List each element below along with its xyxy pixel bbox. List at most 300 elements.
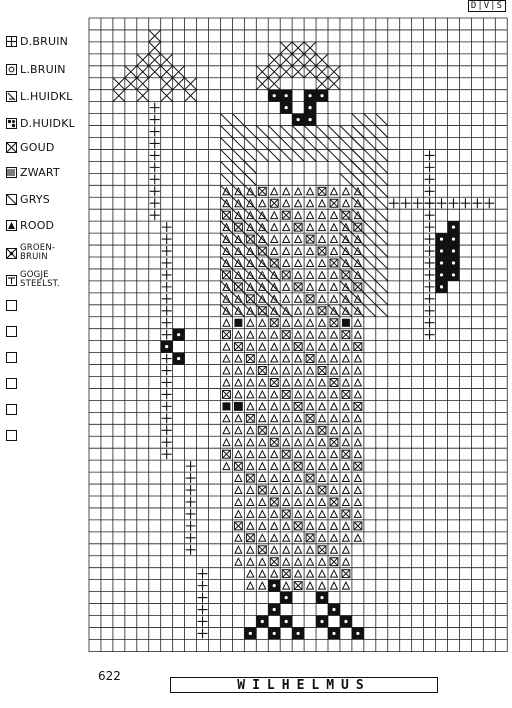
red-stitch [295, 487, 302, 494]
grey-stitch [244, 161, 256, 173]
grey-stitch [244, 138, 256, 150]
red-stitch [271, 403, 278, 410]
dark-brown-stitch [150, 103, 160, 113]
red-stitch [283, 582, 290, 589]
grey-stitch [220, 138, 232, 150]
red-stitch [283, 200, 290, 207]
legend-item-12 [6, 348, 20, 366]
red-stitch [283, 224, 290, 231]
dark-brown-stitch [425, 318, 435, 328]
red-stitch [319, 343, 326, 350]
red-stitch [307, 271, 314, 278]
grey-stitch [292, 149, 304, 161]
red-stitch [342, 367, 349, 374]
black-stitch [222, 402, 230, 410]
red-stitch [259, 522, 266, 529]
dark-brown-stitch [186, 545, 196, 555]
red-stitch [319, 582, 326, 589]
dark-brown-stitch [162, 282, 172, 292]
grey-stitch [376, 114, 388, 126]
red-stitch [307, 391, 314, 398]
red-stitch [247, 451, 254, 458]
red-stitch [247, 331, 254, 338]
red-stitch [354, 534, 361, 541]
dark-brown-stitch [425, 330, 435, 340]
red-stitch [295, 391, 302, 398]
grey-stitch [364, 221, 376, 233]
grey-stitch [364, 149, 376, 161]
red-stitch [283, 283, 290, 290]
red-stitch [271, 343, 278, 350]
red-stitch [283, 534, 290, 541]
red-stitch [295, 558, 302, 565]
red-stitch [342, 188, 349, 195]
dark-brown-stitch [425, 198, 435, 208]
red-stitch [259, 331, 266, 338]
grey-stitch [364, 185, 376, 197]
red-stitch [283, 379, 290, 386]
grey-stitch [376, 126, 388, 138]
dark-brown-stitch [186, 509, 196, 519]
red-stitch [354, 510, 361, 517]
dark-brown-stitch [413, 198, 423, 208]
red-stitch [307, 248, 314, 255]
red-stitch [331, 427, 338, 434]
legend-item-3 [6, 114, 75, 132]
red-stitch [283, 343, 290, 350]
dark-brown-stitch [150, 210, 160, 220]
grey-stitch [376, 221, 388, 233]
dark-brown-stitch [162, 294, 172, 304]
grey-stitch [364, 233, 376, 245]
red-stitch [235, 499, 242, 506]
red-stitch [295, 570, 302, 577]
red-stitch [235, 487, 242, 494]
red-stitch [295, 499, 302, 506]
red-stitch [247, 463, 254, 470]
dark-brown-stitch [186, 497, 196, 507]
red-stitch [307, 558, 314, 565]
legend-item-10 [6, 296, 20, 314]
red-stitch [295, 248, 302, 255]
empty-box-icon [6, 300, 17, 311]
red-stitch [235, 546, 242, 553]
red-stitch [342, 355, 349, 362]
x-dot-box-icon [6, 248, 17, 259]
red-stitch [259, 439, 266, 446]
red-stitch [307, 200, 314, 207]
legend-item-1 [6, 60, 66, 78]
red-stitch [331, 391, 338, 398]
red-stitch [283, 546, 290, 553]
red-stitch [307, 546, 314, 553]
red-stitch [307, 331, 314, 338]
red-stitch [354, 487, 361, 494]
red-stitch [295, 355, 302, 362]
dark-brown-stitch [425, 210, 435, 220]
empty-box-icon [6, 352, 17, 363]
red-stitch [247, 319, 254, 326]
grey-stitch [328, 149, 340, 161]
red-stitch [331, 212, 338, 219]
red-stitch [342, 487, 349, 494]
red-stitch [295, 212, 302, 219]
red-stitch [223, 343, 230, 350]
grey-stitch [220, 126, 232, 138]
red-stitch [235, 534, 242, 541]
dark-brown-stitch [198, 581, 208, 591]
red-stitch [319, 212, 326, 219]
legend-item-9 [6, 268, 60, 292]
red-stitch [331, 188, 338, 195]
dark-brown-stitch [162, 246, 172, 256]
red-stitch [247, 487, 254, 494]
red-stitch [295, 475, 302, 482]
dark-brown-stitch [162, 449, 172, 459]
legend-item-15 [6, 426, 20, 444]
red-stitch [331, 451, 338, 458]
red-stitch [235, 510, 242, 517]
dark-brown-stitch [401, 198, 411, 208]
empty-box-icon [6, 404, 17, 415]
grey-stitch [364, 138, 376, 150]
red-stitch [331, 355, 338, 362]
dark-brown-stitch [150, 186, 160, 196]
red-stitch [259, 355, 266, 362]
red-stitch [342, 439, 349, 446]
dark-brown-stitch [425, 246, 435, 256]
red-stitch [295, 439, 302, 446]
red-stitch [319, 570, 326, 577]
grey-stitch [232, 161, 244, 173]
grey-stitch [244, 149, 256, 161]
grey-stitch [376, 269, 388, 281]
red-stitch [307, 499, 314, 506]
grey-stitch [376, 197, 388, 209]
red-stitch [331, 487, 338, 494]
red-stitch [354, 379, 361, 386]
legend-label: GRYS [20, 192, 50, 206]
red-stitch [283, 355, 290, 362]
red-stitch [319, 260, 326, 267]
red-stitch [295, 427, 302, 434]
red-stitch [235, 367, 242, 374]
dark-brown-stitch [425, 186, 435, 196]
grey-stitch [376, 138, 388, 150]
red-stitch [307, 451, 314, 458]
red-stitch [319, 415, 326, 422]
dark-brown-stitch [198, 593, 208, 603]
red-stitch [354, 367, 361, 374]
red-stitch [319, 391, 326, 398]
red-stitch [331, 248, 338, 255]
red-stitch [307, 522, 314, 529]
red-stitch [259, 200, 266, 207]
grey-stitch [292, 138, 304, 150]
red-stitch [247, 391, 254, 398]
red-stitch [319, 451, 326, 458]
red-stitch [307, 427, 314, 434]
red-stitch [354, 391, 361, 398]
red-stitch [247, 582, 254, 589]
red-stitch [342, 475, 349, 482]
red-stitch [271, 212, 278, 219]
dark-brown-stitch [425, 174, 435, 184]
dark-brown-stitch [425, 270, 435, 280]
grey-stitch [364, 269, 376, 281]
grey-stitch [280, 138, 292, 150]
dark-brown-stitch [162, 318, 172, 328]
red-stitch [283, 295, 290, 302]
legend-item-4 [6, 138, 55, 156]
red-stitch [259, 391, 266, 398]
red-stitch [283, 522, 290, 529]
red-stitch [319, 403, 326, 410]
red-stitch [319, 510, 326, 517]
black-stitch [342, 319, 350, 327]
red-stitch [319, 475, 326, 482]
red-stitch [354, 499, 361, 506]
red-stitch [295, 451, 302, 458]
red-stitch [235, 558, 242, 565]
grey-stitch [352, 114, 364, 126]
grey-stitch [352, 126, 364, 138]
empty-box-icon [6, 430, 17, 441]
red-stitch [247, 558, 254, 565]
red-stitch [342, 582, 349, 589]
red-stitch [283, 367, 290, 374]
red-stitch [331, 582, 338, 589]
grey-stitch [232, 138, 244, 150]
red-stitch [247, 427, 254, 434]
red-stitch [342, 463, 349, 470]
legend-label: GOGJE STEELST. [20, 270, 60, 289]
red-stitch [307, 403, 314, 410]
red-stitch [307, 260, 314, 267]
red-stitch [307, 188, 314, 195]
red-stitch [331, 475, 338, 482]
grey-stitch [352, 161, 364, 173]
grey-stitch [376, 293, 388, 305]
dark-brown-stitch [186, 521, 196, 531]
red-stitch [235, 451, 242, 458]
red-stitch [295, 534, 302, 541]
grey-stitch [220, 161, 232, 173]
t-box-icon [6, 275, 17, 286]
red-stitch [271, 487, 278, 494]
red-stitch [235, 427, 242, 434]
dark-brown-stitch [162, 366, 172, 376]
red-stitch [247, 403, 254, 410]
red-stitch [271, 367, 278, 374]
legend-item-14 [6, 400, 20, 418]
grey-stitch [376, 185, 388, 197]
red-stitch [271, 427, 278, 434]
dark-brown-stitch [198, 605, 208, 615]
red-stitch [223, 415, 230, 422]
dark-brown-stitch [150, 162, 160, 172]
red-stitch [342, 522, 349, 529]
red-stitch [235, 439, 242, 446]
red-stitch [283, 463, 290, 470]
legend-item-2 [6, 87, 73, 105]
dark-brown-stitch [186, 485, 196, 495]
red-stitch [331, 295, 338, 302]
red-stitch [247, 546, 254, 553]
dark-brown-stitch [162, 425, 172, 435]
red-stitch [247, 343, 254, 350]
red-stitch [342, 415, 349, 422]
dark-brown-stitch [162, 413, 172, 423]
red-stitch [319, 283, 326, 290]
red-stitch [331, 403, 338, 410]
dark-brown-stitch [472, 198, 482, 208]
red-stitch [307, 343, 314, 350]
grey-stitch [280, 149, 292, 161]
red-stitch [307, 212, 314, 219]
grey-stitch [220, 149, 232, 161]
dark-brown-stitch [162, 330, 172, 340]
red-stitch [342, 546, 349, 553]
grey-stitch [364, 197, 376, 209]
grey-stitch [364, 161, 376, 173]
red-stitch [235, 355, 242, 362]
red-stitch [331, 236, 338, 243]
grey-stitch [268, 149, 280, 161]
red-stitch [283, 248, 290, 255]
grey-stitch [376, 173, 388, 185]
red-stitch [342, 558, 349, 565]
grey-stitch [340, 126, 352, 138]
grey-stitch [220, 114, 232, 126]
red-stitch [223, 427, 230, 434]
grey-stitch [244, 126, 256, 138]
red-stitch [271, 570, 278, 577]
red-stitch [319, 379, 326, 386]
red-stitch [247, 439, 254, 446]
grey-stitch [256, 126, 268, 138]
red-stitch [354, 475, 361, 482]
dark-brown-stitch [186, 533, 196, 543]
legend-item-7 [6, 216, 54, 234]
red-stitch [271, 391, 278, 398]
red-stitch [271, 236, 278, 243]
red-stitch [283, 475, 290, 482]
red-stitch [354, 331, 361, 338]
red-stitch [247, 379, 254, 386]
red-stitch [354, 355, 361, 362]
grey-stitch [364, 173, 376, 185]
red-stitch [223, 355, 230, 362]
red-stitch [295, 271, 302, 278]
dark-brown-stitch [162, 222, 172, 232]
red-stitch [307, 510, 314, 517]
dark-brown-stitch [150, 150, 160, 160]
red-stitch [223, 367, 230, 374]
grey-stitch [292, 126, 304, 138]
red-stitch [331, 271, 338, 278]
red-stitch [354, 427, 361, 434]
red-stitch [259, 570, 266, 577]
red-stitch [259, 534, 266, 541]
dark-brown-stitch [162, 354, 172, 364]
legend-item-5 [6, 163, 60, 181]
legend-label: L.HUIDKL [20, 89, 73, 103]
grey-stitch [328, 138, 340, 150]
red-stitch [271, 451, 278, 458]
corner-code: D|V|S [468, 0, 506, 12]
grey-stitch [376, 305, 388, 317]
grey-stitch [376, 209, 388, 221]
red-stitch [271, 188, 278, 195]
red-stitch [295, 510, 302, 517]
pattern-number: 622 [98, 669, 121, 683]
red-stitch [283, 415, 290, 422]
grey-stitch [364, 114, 376, 126]
grey-stitch [232, 126, 244, 138]
red-stitch [247, 510, 254, 517]
legend-item-0 [6, 32, 68, 50]
grey-stitch [304, 149, 316, 161]
red-stitch [271, 510, 278, 517]
dot-diamond-box-icon [6, 118, 17, 129]
red-stitch [259, 415, 266, 422]
red-stitch [319, 236, 326, 243]
red-stitch [331, 343, 338, 350]
grey-stitch [220, 173, 232, 185]
grey-stitch [352, 149, 364, 161]
red-stitch [235, 391, 242, 398]
grey-stitch [328, 126, 340, 138]
red-stitch [342, 427, 349, 434]
red-stitch [307, 487, 314, 494]
red-stitch [295, 188, 302, 195]
red-stitch [342, 499, 349, 506]
grey-stitch [376, 245, 388, 257]
legend-label: L.BRUIN [20, 62, 66, 76]
red-stitch [319, 534, 326, 541]
grey-stitch [376, 149, 388, 161]
legend-item-13 [6, 374, 20, 392]
red-stitch [331, 546, 338, 553]
grey-stitch [352, 138, 364, 150]
red-stitch [307, 224, 314, 231]
plus-box-icon [6, 36, 17, 47]
grey-stitch [364, 209, 376, 221]
red-stitch [319, 463, 326, 470]
red-stitch [331, 415, 338, 422]
red-stitch [259, 379, 266, 386]
red-stitch [247, 367, 254, 374]
red-stitch [283, 260, 290, 267]
grey-stitch [304, 126, 316, 138]
dark-brown-stitch [150, 115, 160, 125]
red-stitch [247, 570, 254, 577]
red-stitch [331, 570, 338, 577]
dark-brown-stitch [162, 270, 172, 280]
grey-stitch [316, 126, 328, 138]
red-stitch [295, 295, 302, 302]
red-stitch [259, 403, 266, 410]
dark-brown-stitch [198, 617, 208, 627]
red-stitch [259, 463, 266, 470]
red-stitch [271, 475, 278, 482]
red-stitch [235, 379, 242, 386]
red-stitch [283, 427, 290, 434]
red-stitch [259, 475, 266, 482]
red-stitch [319, 331, 326, 338]
legend-label: D.BRUIN [20, 34, 69, 48]
